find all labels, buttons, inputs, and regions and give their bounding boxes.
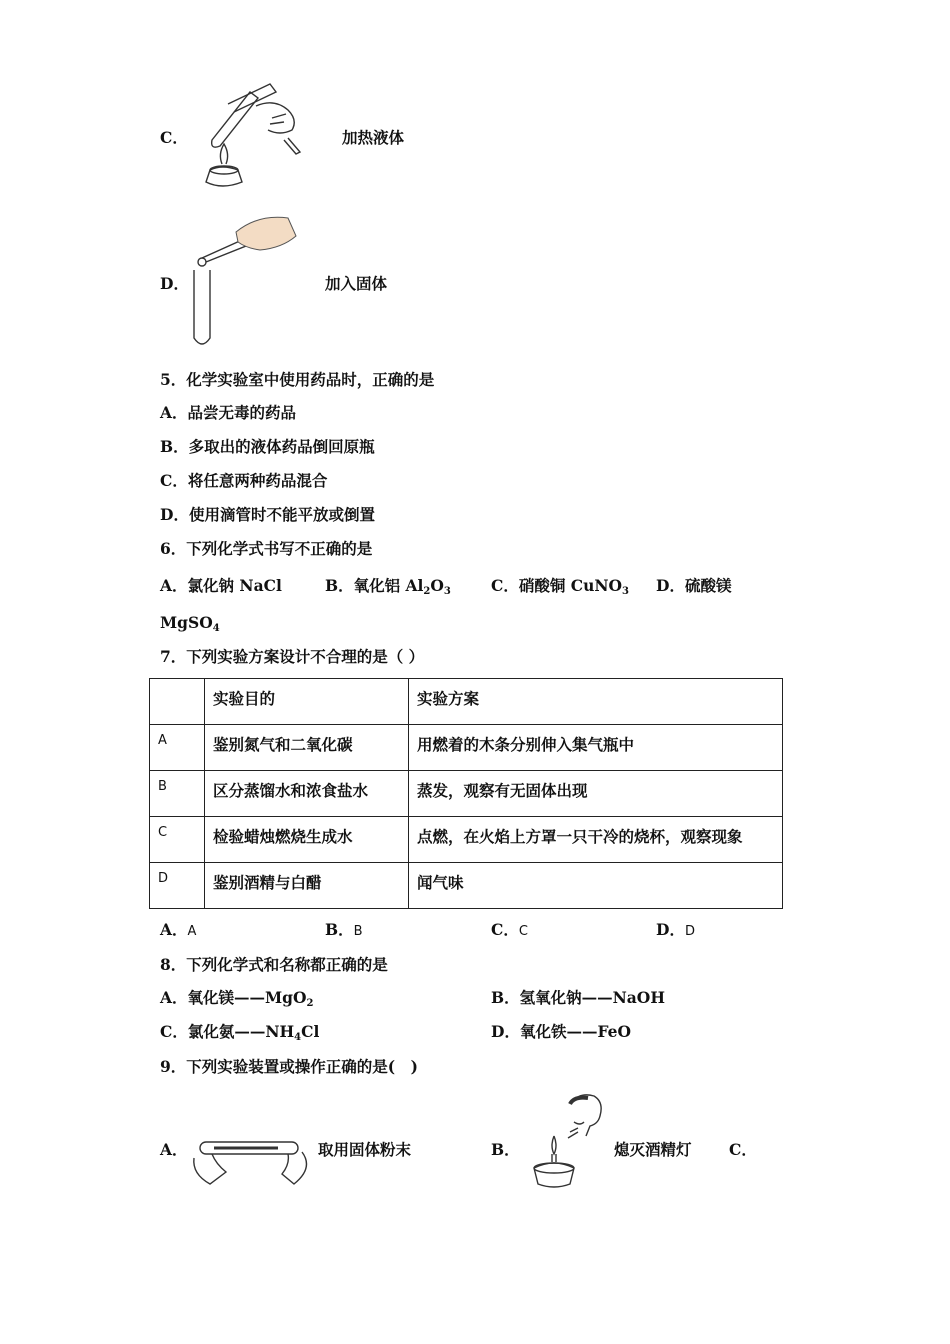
- q5-option-c: C．将任意两种药品混合: [160, 471, 328, 490]
- table-cell: 闻气味: [409, 863, 783, 909]
- table-cell: A: [150, 725, 205, 771]
- table-row: [150, 817, 783, 863]
- q7-option-c: C．C: [491, 920, 528, 939]
- q6-option-a: A．氯化钠 NaCl: [160, 576, 282, 595]
- alcohol-lamp: [534, 1163, 574, 1187]
- q9-stem: 9．下列实验装置或操作正确的是( ): [160, 1057, 418, 1076]
- q6-option-c: C．硝酸铜 CuNO$_3$: [491, 576, 629, 597]
- table-cell: 鉴别氮气和二氧化碳: [205, 725, 409, 771]
- table-cell: 鉴别酒精与白醋: [205, 863, 409, 909]
- heating-liquid-figure: [188, 78, 306, 190]
- left-hand: [194, 1154, 226, 1184]
- q6-stem: 6．下列化学式书写不正确的是: [160, 539, 373, 558]
- q9-option-c-label: C．: [729, 1140, 757, 1159]
- q5-option-a: A．品尝无毒的药品: [160, 403, 297, 422]
- q5-option-d: D．使用滴管时不能平放或倒置: [160, 505, 375, 524]
- alcohol-lamp: [206, 167, 242, 186]
- table-cell: 蒸发，观察有无固体出现: [409, 771, 783, 817]
- q5-option-b: B．多取出的液体药品倒回原瓶: [160, 437, 375, 456]
- table-header-row: [150, 679, 783, 725]
- q8-option-c: C．氯化氨$——NH_4Cl$: [160, 1022, 320, 1043]
- q5-stem: 5．化学实验室中使用药品时，正确的是: [160, 370, 435, 389]
- right-hand: [282, 1152, 307, 1184]
- powder-sampling-figure: [190, 1128, 314, 1188]
- table-cell: D: [150, 863, 205, 909]
- q7-option-d: D．D: [656, 920, 695, 939]
- test-tube-holder: [228, 84, 276, 112]
- blowing-lines: [568, 1122, 584, 1138]
- q9-option-b-text: 熄灭酒精灯: [614, 1140, 692, 1159]
- table-cell: 区分蒸馏水和浓食盐水: [205, 771, 409, 817]
- q9-option-a-text: 取用固体粉末: [318, 1140, 412, 1159]
- q9-option-a-label: A．: [160, 1140, 188, 1159]
- table-cell: 用燃着的木条分别伸入集气瓶中: [409, 725, 783, 771]
- table-header-cell: [150, 679, 205, 725]
- q8-option-a: A．氧化镁——MgO$_2$: [160, 988, 314, 1009]
- q6-option-d: D．硫酸镁: [656, 576, 732, 595]
- q4-option-d-text: 加入固体: [325, 274, 388, 293]
- q4-option-c-label: C．: [160, 128, 188, 147]
- table-header-cell: 实验目的: [205, 679, 409, 725]
- test-tube: [194, 270, 210, 344]
- hair: [570, 1098, 588, 1104]
- q7-option-a: A．A: [160, 920, 197, 939]
- table-row: [150, 863, 783, 909]
- q4-option-c-text: 加热液体: [342, 128, 405, 147]
- table-cell: C: [150, 817, 205, 863]
- table-cell: B: [150, 771, 205, 817]
- table-row: [150, 725, 783, 771]
- q8-stem: 8．下列化学式和名称都正确的是: [160, 955, 388, 974]
- hand: [256, 103, 294, 133]
- flame: [220, 144, 227, 164]
- q8-option-b: B．氢氧化钠——NaOH: [491, 988, 665, 1007]
- q4-option-d-label: D．: [160, 274, 189, 293]
- table-header-cell: 实验方案: [409, 679, 783, 725]
- table-row: [150, 771, 783, 817]
- q9-option-b-label: B．: [491, 1140, 520, 1159]
- adding-solid-figure: [188, 208, 300, 350]
- q6-option-b: B．氧化铝 $Al_2O_3$: [325, 576, 451, 597]
- table-cell: 点燃，在火焰上方罩一只干冷的烧杯，观察现象: [409, 817, 783, 863]
- hand: [236, 217, 296, 250]
- experiment-table: [149, 678, 783, 909]
- person-head: [572, 1095, 601, 1136]
- table-cell: 检验蜡烛燃烧生成水: [205, 817, 409, 863]
- q7-stem: 7．下列实验方案设计不合理的是（ ）: [160, 647, 425, 666]
- flame: [552, 1136, 556, 1154]
- q6-option-d-formula: MgSO$_4$: [160, 613, 220, 634]
- solid-granule: [198, 258, 206, 266]
- q7-option-b: B．B: [325, 920, 363, 939]
- q8-option-d: D．氧化铁——FeO: [491, 1022, 631, 1041]
- extinguishing-lamp-figure: [530, 1092, 610, 1190]
